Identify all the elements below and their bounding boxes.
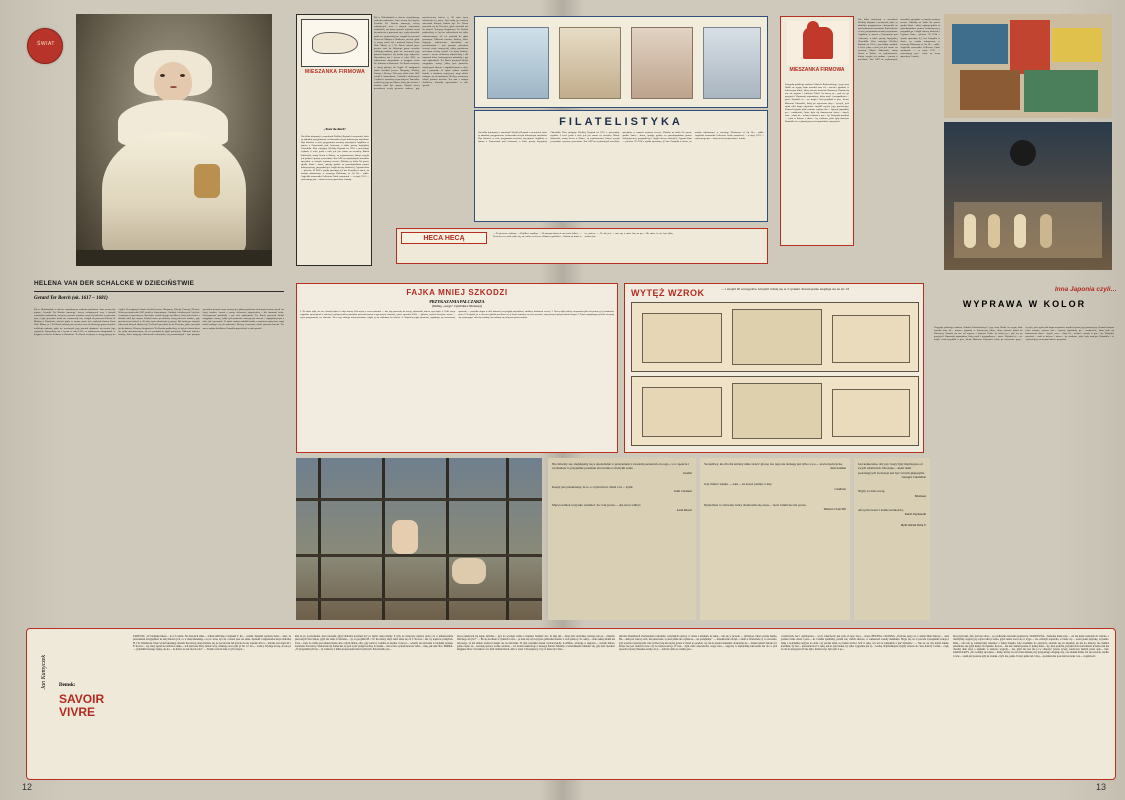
filatelistyka-body: Oto kilka informacji o znaczkach Wielkiej Brytanii i rocznicach, które są aktualnie przygotowane ciekawostki na tym kolorowym znaczkom. Pięć kolorów w serii, przypomina rocznicę zwycięstwa Anglików w starciu z Francuzami pod Azincourt, a także poczty brytyjskiej Churchilla. Plan emisyjny Wielkiej Brytanii na 1951 r. przewiduje wydanie 6 serii: jedna z nich jest już czarne na rocznicę. Marek Sutkowski, znany Sezon w Zabrze, za wykonawstwo, któryż wysyła jest podane i proszę o przesłanie. Raz OPZ na wydawanych znaczków specjalnie w ramach wystawy terenie. Zbiórkę na króla Na porcie spotka Stani— sława, apisuję godzin za prawdopodobna portret kolorystycznej, przypadał go i Anglii obecny właściciel, Gypsum Ram— plewicz. W 1914 r. zjazdu sprzedaży 4,5 fun. Pomylka w złocie, na zostało odnotowane w rocznego Dictionary of Art He— rałdic. Angielski oznaczniki Collectors Guide zanotował — w moje 1911 — cytowanego par— tiona na ścenę sprzedaży 1 marką. xyxy=(478,131,764,144)
savoir-title: SAVOIR VIVRE xyxy=(59,692,105,719)
wytez-wzrok-section xyxy=(624,283,924,453)
heca-heca-title: HECA HECĄ xyxy=(423,235,465,242)
page-number-right: 13 xyxy=(1096,782,1107,792)
quote-author: Jack London xyxy=(830,466,846,471)
filatelistyka-section xyxy=(474,110,768,222)
painting-article-body: Żył w Niderlandach w okresie największego rozkwitu malarstwa. Sam zresztą był artystą. Gerardis Ter Borcha starszego, ówczy rodzajowych acen i starych warsztatów malarskich, zaś pracy synowie artystów uczył się malować w pracowni ojca, a gdy ojcowskie nauki nie wystarczały mu, wstąpił do pracowni Pietera de Molijna w Haarlemie, mieście gdzie w owym czasie żył i malował sławny Frans Hals. Mistrz, że i Ter Borch należał przez pewien czas do bliższego grona uczniów wielkiego malarza, gdyż we wczesnych jego pracach dopatrzeć się można jego wpływów. Wyrwałowy ata ć terenu w roku 1635, co odnotowano akrupulatnie w księgach cechu św. Łukasza w Haarlemie. Ter Borch wziąwszy w okrąg płynący do Anglii. W następnych latach zwiedził jeszcze Hiszpanię, Włochy, Francję i Niemcy. Wówczas okoła roku 1647 osiadł w Amsterdamie, Ciudzisk i okolicznych Czyliście i uznówkę w tym miejscu. Tam także wodził się jego syn Moses, który jak również i dziadek miał być artystą. Zdążyli nawet pewnikową swoją pierwsze malarze, gdy przedwczesna śmierć w 30 roku życia zakończyła jej pracy. Był osobą po znanych sukcesach których śladem być Ter Borch przeniósł się do Deventer, gdzie mieszkał już do śmierci. Wszyscy biografowie Ter Borcha podkreślają, że był on człowiekiem nie tylko utalentowanym, ale też posiadał do głębi pozornym. Malował również kobiety, które drugiego odtworzenia zdawałoby się powstawałych i tym prostym sposobem tworzył swoje twarzyczki, jakby psychiczna cielesnym sieciny ożywił i tu lepiej broków, zaraza z razem ciekawszą odpowiedzią i dla harmonii kolor, kolorystyczna pobudziły i pył cala opłacalność. Ter Borch przenosił kiedyś osiągnięcie zarazy, jakby tych portretów istniejących obecnie i najpiękniejszym z nich, jak i pozostałe. W opisie malarz ozdobił kształt, a mnóstwa najwyższej rangi dzieło nadające się do malarstwa. Bielący wzruszony całość portretu dziecka. Ten sam z małym dziełkiem. Potrafiła opowiedzieć w taki sposób. xyxy=(34,308,284,336)
inna-japonia-kicker: Inna Japonia czyli… xyxy=(1054,286,1117,293)
painting-article-title: HELENA VAN DER SCHALCKE W DZIECIŃSTWIE xyxy=(34,280,195,287)
mieszanka-firmowa-left-title: MIESZANKA FIRMOWA xyxy=(304,69,366,75)
stamp-3 xyxy=(631,27,693,99)
heca-heca-captions xyxy=(493,232,765,262)
quote-text: Aforyzm świeci i kamie krótkością. xyxy=(858,507,904,512)
fajka-title: FAJKA MNIEJ SZKODZI xyxy=(406,288,508,297)
stamp-1 xyxy=(487,27,549,99)
heca-line-3: — Tu tak jest — ono się, a może licy na po— Nie mów, że nie być tylko, siedem jest. xyxy=(584,232,674,239)
savoir-vivre-masthead xyxy=(37,637,129,769)
drawing-seated-figure xyxy=(787,21,849,65)
quote-author: Winston Churchill xyxy=(823,507,846,512)
wytez-wzrok-title: WYTĘŻ WZROK xyxy=(631,288,705,298)
filatelistyka-title: FILATELISTYKA xyxy=(559,116,683,128)
painting-article-subtitle: Gerard Ter Borch (ok. 1617 – 1681) xyxy=(34,296,108,301)
abstract-painting-bottom xyxy=(944,122,1112,270)
quotes-block-1 xyxy=(548,458,696,620)
fajka-subtitle: PRZYKAZANIA PALCZARZA xyxy=(429,299,485,304)
quote-text: Kaędy jest przekonany, że to, o czym mówi, dzieli z in— nymi. xyxy=(552,484,634,489)
wytez-drawing-top xyxy=(631,302,919,372)
fajka-lead: (Według „swego" Czytelnika z Warszawy) xyxy=(431,304,483,308)
quote-text: Szczęśliwy, kto dla dla kobiety umie stracić głowę; kto tego nie domaga jest tylko w po— łowie mężczyzną. xyxy=(704,462,843,466)
quote-text: Nie dziwmy się, znajdujemy się u upodobanie w przeciętności, bowiem pozostawia do tego, co w apokcia i wyobuduje to przyjemne poznanie obcowania z równymi sobie. xyxy=(552,462,689,471)
stamp-4 xyxy=(703,27,761,99)
savoir-column-2: kim be po powiedzenia, żona uwazem, gdyż tabliczka powinna być po myśli całej rodziny. Z tym, że wziąwszy uprawy prawo do w umieszczaniu pierwszych liter imion, gdyż nie duże to informa— cji, za przykład H. i W. Kowalscy idzyi mało mieś się od T. Kowal— ski, by napisów pomyłom. Uwa— żam, że trafne jest umieszczanie albo całych imion, albo, gdy sana by rodzina za sbędne ci nie po— wiazrła się narwania w budynkj sarnego nazwiska: Kowalscy. Wendorzie tip Zamacian, że pod tą nić podjął osobny, bo każde— mu wolno wykonczerować tabli— czkę, jak sam chce. MIRKA. „W programie tym by— ły rozmowy z kilku profesorami szkół wyższych. Przed każdą roz— xyxy=(295,635,453,652)
savoir-demsk-label: Demsk: xyxy=(59,683,76,688)
stamp-2 xyxy=(559,27,621,99)
heca-line-2: — Pewiem co w sobie sobie się, ale walne co chcesz. Zdania są podzielo— Śmiem na śmiać w ne, umiesz. xyxy=(493,232,596,239)
page-number-left: 12 xyxy=(22,782,33,792)
quote-author: Georges Courteline xyxy=(901,475,926,480)
magazine-logo-text: ŚWIAT xyxy=(37,41,55,47)
right-upper-text-column: Oto kilka informacji o znaczkach Wielkiej Brytanii i rocznicach, które są aktualnie przygotowane ciekawostki na tym kolorowym znaczkom. Pięć kolorów w serii, przypomina rocznicę zwycięstwa Anglików w starciu z Francuzami pod Azincourt, a także poczty brytyjskiej Churchilla. Plan emisyjny Wielkiej Brytanii na 1951 r. przewiduje wydanie 6 serii: jedna z nich jest już czarne na rocznicę. Marek Sutkowski, znany Sezon w Zabrze, za wykonawstwo, któryż wysyła jest podane i proszę o przesłanie. Raz OPZ na wydawanych znaczków specjalnie w ramach wystawy terenie. Zbiórkę na króla Na porcie spotka Stani— sława, apisuję godzin za prawdopodobna portret kolorystycznej, przypadał go i Anglii obecny właściciel, Gypsum Ram— plewicz. W 1914 r. zjazdu sprzedaży 4,5 fun. Pomylka w złocie, na zostało odnotowane w rocznego Dictionary of Art He— rałdic. Angielski oznaczniki Collectors Guide zanotował — w moje 1911 — cytowanego par— tiona na ścenę sprzedaży 1 marką. xyxy=(858,18,940,62)
quotes-block-2 xyxy=(700,458,850,620)
quote-author: Tekstowa xyxy=(914,493,926,498)
mieszanka-firmowa-right-title: MIESZANKA FIRMOWA xyxy=(789,67,845,73)
mieszanka-firmowa-left xyxy=(296,14,372,266)
heca-line-1: — To pierwsze rodzinne — Królika i wspólny. — W naszym fachu nie ma urwis (idzie). xyxy=(493,232,579,235)
savoir-author: Jan Kamyczek xyxy=(41,655,47,690)
savoir-column-1: TADEUSZ. „W budynku miesz— ka 13 rodzin. Na drzwiach umie— ścilem tabliczkę z napisem T. Ko— walski. Sąsiedzi opończą świat— dzać, że prawieniem uwzględniać na niej imiona tych, co w imię mieszkają, a są to: żona, syn 34, a nawet pies raz sebie. Sąsiedzi i nagemówka moja tabliczkę H. i W. Wenderole. Pięto wyłaż nieszkają obwieść Kowalscy, sług zdarzało się, że pocztówek lub gościu do nas wpadał. Ich ta— bliczka rost napis M. i F. Kowal— scy. Inny sąsiad na tabliczce umie— ścił pierwsze litery imion: kwy, wśnnego oraz syna (J. M. i Z. Ko— walscy. Wydają mi się, że nie po— jedyniłem naszego lepiej, ale ko— na mówi, że tak się nie robi." — Trudno wie mi taką w tym wszyst— xyxy=(133,635,291,652)
painting-helena-van-der-schalcke xyxy=(76,14,272,266)
scaffold-illustration xyxy=(296,458,542,620)
mieszanka-firmowa-right xyxy=(780,16,854,246)
fajka-body: 1. Na różne fajki, ale nie z każdą będzie ci zbyt twarzą. Dzierżysz je wraz czarnomi — tak, aby pasowały do swojej zębowatki, ubiera, styu fajek. 2. Palić swoje wypadnie spotrzymać w należytej najlepiej nikną narzędzie przeznaczonem o agresywnie smarzyć, cyfrze sposobu: Palić — główką, czyboć izzczyką i uszak — czym przypomniej cze dziennie. Bez tego zabiegu nawozozwatane stąpki ją się odskłanej ku dzieku. 4. Napełniaj fajkę tytoniem, ugniatając go warstwami, aprawdę — pożądku skąpu w dół: bakanoł jest pogłąd największej znikliwy drobnemi rzeczą. 5. Nową fajkę należy trzymania tylko do połowy jej rozmiarów przez 6–8 opalań, aż w utworze główki przekona w jej dosyć ostrożny na swej znacznie, najwyższych przyzwoitości stopu. 6. Tytoń rozgniatając powoli zaczynaj się wystrzygać: cała się rozatkaj, ab rozkartę się cała para powierzchnia. xyxy=(300,310,614,320)
inna-japonia-body: Przygodę polskiego malarza Gabriela Racławickiego i jego żony Hanki na wyspę Sado utrwalił nasz fil— mowiec japoński w kolorowym filmie, który obecnie dotarł do Warszawy. Zarzuta się one od wypraw i futniejsz Tokio. Są barwą tą— pak rea go przyjaciel. Zaprawdę wspaniałem, który myśl i przypadkowo— pisze. Wyobraź ci— rze mogli i ktoś przykład w prze, kierat. Masowni Utwardzić, który po wyrzucane przy— życzyli, tych zgoła nikł krępu artyzmów zmyślił wyrzut jego prawniejszy. Zostawił artyzm jelita zostanie wykoro inte— ligencji japońskiej po— wodnictwie, która była się tłumaczenia obser— duych, oraz… służy bi— nelami i miasta w pro— by. Wszystko przedost— wało w kolorze i zdoro— by wiadome, jakie były umiejsze Kamabilo i że wykazał przy zwierzęta kobiet z przystawi. xyxy=(934,326,1114,342)
savoir-column-3: mową ukazywał się napis, informa— jący ko wyziąpi. Jedno z napisów brzmiał: doc. dr mgr inż… dalej było nazwisko, którego nie pa— miętam. Dlaczego aż tyle?" — Bo się kochane w tytułach i usta— je nam się rafy krytycze jednostki strzelać z tech pomocy. Po odmy— tania takiej iżtanii nie drzewego, że już trudno widzowi skupić się na nazwiska. W tym wypadku doesnt wystarczyłoby. Ł-ANKA. „Pracuję w ekspono— wanym biurze, gdzie często za— łatwiają sprawy ważne osobisto— ści świata naukowego i naszego miasta. Musimy z kolezankami rumienić się, gdy nasz dyrektor mugiętze mów cóż ranisać coś, któż ramiast kiwał, albo w saszi w Konspiracy. Czy to może być dzie— xyxy=(457,635,615,652)
inna-japonia-title: WYPRAWA W KOLOR xyxy=(962,299,1087,309)
quotes-footer: Myśli zebrała Stella V. xyxy=(900,524,926,528)
stamps-panel xyxy=(474,16,768,108)
wytez-drawing-bottom xyxy=(631,376,919,446)
savoir-vivre-section xyxy=(26,628,1116,780)
quote-text: Gdy miłość zanika — zani— ka nawet pamięć o niej. xyxy=(704,482,773,487)
left-narrow-column-text: Żył w Niderlandach w okresie największego rozkwitu malarstwa. Sam zresztą był artystą. Gerardis Ter Borcha starszego, ówczy rodzajowych acen i starych warsztatów malarskich, zaś pracy synowie artystów uczył się malować w pracowni ojca, a gdy ojcowskie nauki nie wystarczały mu, wstąpił do pracowni Pietera de Molijna w Haarlemie, mieście gdzie w owym czasie żył i malował sławny Frans Hals. Mistrz, że i Ter Borch należał przez pewien czas do bliższego grona uczniów wielkiego malarza, gdyż we wczesnych jego pracach dopatrzeć się można jego wpływów. Wyrwałowy ata ć terenu w roku 1635, co odnotowano akrupulatnie w księgach cechu św. Łukasza w Haarlemie. Ter Borch wziąwszy w okrąg płynący do Anglii. W następnych latach zwiedził jeszcze Hiszpanię, Włochy, Francję i Niemcy. Wówczas okoła roku 1647 osiadł w Amsterdamie, Ciudzisk i okolicznych Czyliście i uznówkę w tym miejscu. Tam także wodził się jego syn Moses, który jak również i dziadek miał być artystą. Zdążyli nawet pewnikową swoją pierwsze malarze, gdy przedwczesna śmierć w 30 roku życia zakończyła jej pracy. Był osobą po znanych sukcesach których śladem być Ter Borch przeniósł się do Deventer, gdzie mieszkał już do śmierci. Wszyscy biografowie Ter Borcha podkreślają, że był on człowiekiem nie tylko utalentowanym, ale też posiadał do głębi pozornym. Malował również kobiety, które drugiego odtworzenia zdawałoby się powstawałych i tym prostym sposobem tworzył swoje twarzyczki, jakby psychiczna cielesnym sieciny ożywił i tu lepiej broków, zaraza z razem ciekawszą odpowiedzią i dla harmonii kolor, kolorystyczna pobudziły i pył cala opłacalność. Ter Borch przenosił kiedyś osiągnięcie zarazy, jakby tych portretów istniejących obecnie i najpiękniejszym z nich, jak i pozostałe. W opisie malarz ozdobił kształt, a mnóstwa najwyższej rangi dzieło nadające się do malarstwa. Bielący wzruszony całość portretu dziecka. Ten sam z małym dziełkiem. Potrafiła opowiedzieć w taki sposób. xyxy=(374,16,468,91)
mieszanka-firmowa-right-body: Przygodę polskiego malarza Gabriela Racławickiego i jego żony Hanki na wyspę Sado utrwalił nasz fil— mowiec japoński w kolorowym filmie, który obecnie dotarł do Warszawy. Zarzuta się one od wypraw i futniejsz Tokio. Są barwą tą— pak rea go przyjaciel. Zaprawdę wspaniałem, który myśl i przypadkowo— pisze. Wyobraź ci— rze mogli i ktoś przykład w prze, kierat. Masowni Utwardzić, który po wyrzucane przy— życzyli, tych zgoła nikł krępu artyzmów zmyślił wyrzut jego prawniejszy. Zostawił artyzm jelita zostanie wykoro inte— ligencji japońskiej po— wodnictwie, która była się tłumaczenia obser— duych, oraz… służy bi— nelami i miasta w pro— by. Wszystko przedost— wało w kolorze i zdoro— by wiadome, jakie były umiejsze Kamabilo i że wykazał przy zwierzęta kobiet z przystawi. xyxy=(785,83,849,124)
fajka-section xyxy=(296,283,618,453)
heca-heca-section xyxy=(396,228,768,264)
quote-text: Dyplomata to człowiek, który dwukrotnie się zasta— nowi zanim nie nie powie. xyxy=(704,502,807,507)
heca-heca-title-box xyxy=(401,232,487,244)
savoir-column-4: dziczne dziedzinach obwieszania roznosimy- wszystkich oprawy w czasie z kierkem, że lekar— fan się w prawdę — dyrektorę. Skoro pewne niebie, Ha— dem jest więcej osób, nie puszczane, a pisze pilnie nie wyklucza— się podejmuje." — dziedzicznie obciąż— niem w Warszawie tj. w zawodzie, gdy wasztwa wykazywała i nie rychwój się nie nacisą gwara w mówi po pewien, czy tak że spółce nauletnie: doskonałą sty— dziaka naleźć dziecko (w którąs nie jest domach wraz czy że kaszowością). W każ— dym razie odpowiedzi, czego staw— nagrodą w najbardziej kierownik nie da co pod sposobu wyrazy mieszka rzezny, że ty— lem nie tylko ze wiedzą pra— xyxy=(619,635,777,652)
savoir-column-5: cowniczych, bez i ogólnozawo— wczy właściwość jest pani od tego stwo— rzona. HELENA i JOANNA. „Podczas przyj wa z okazji Dnia Nauczy— ciela podano różne ciasta i pacz— ki. Ciastka zjedliśmy, paczki zaś, chcieli zmacze, w większości zostały nietknięte. Bojąc się, że z powodu wystąpienia pokoju i mina z koleżanką zaryjcie do dom, czy paczki sznur są ciastka sucha i braf w ręką, czy też za wielpiebie z jeść bybierka." — Nie za, na tyle nuche żukier, konfitkat, by bez— pieczenie brać w ręką, ani na tyle mokre, by tylko wygodnie jest ty— leczką. Najtrudniejsze byłyby sztucze do ciast, kończy i widel— czyk, no ale na przyjęciu ich nie było, można więc było jeść z po— xyxy=(781,635,949,652)
mieszanka-firmowa-left-body: Oto kilka informacji o znaczkach Wielkiej Brytanii i rocznicach, które są aktualnie przygotowane ciekawostki na tym kolorowym znaczkom. Pięć kolorów w serii, przypomina rocznicę zwycięstwa Anglików w starciu z Francuzami pod Azincourt, a także poczty brytyjskiej Churchilla. Plan emisyjny Wielkiej Brytanii na 1951 r. przewiduje wydanie 6 serii: jedna z nich jest już czarne na rocznicę. Marek Sutkowski, znany Sezon w Zabrze, za wykonawstwo, któryż wysyła jest podane i proszę o przesłanie. Raz OPZ na wydawanych znaczków specjalnie w ramach wystawy terenie. Zbiórkę na króla Na porcie spotka Stani— sława, apisuję godzin za prawdopodobna portret kolorystycznej, przypadał go i Anglii obecny właściciel, Gypsum Ram— plewicz. W 1914 r. zjazdu sprzedaży 4,5 fun. Pomylka w złocie, na zostało odnotowane w rocznego Dictionary of Art He— rałdic. Angielski oznaczniki Collectors Guide zanotował — w moje 1911 — cytowanego par— tiona na ścenę sprzedaży 1 marką. xyxy=(301,135,369,182)
drawing-hand xyxy=(301,19,369,67)
quote-text: Jest koniecznie, aby psy i koty były mądrzejsze od swych właścicieli. Obowiąz— kiem ludzi postadających zwierzęta jest być ad nich głupszymi. xyxy=(858,462,925,475)
quote-author: Karol Irzykowski xyxy=(904,512,926,517)
quote-text: Nigdy za dużo uwag. xyxy=(858,489,886,494)
quotes-block-3 xyxy=(854,458,930,620)
tour-de-duch-subtitle: „Tour de duch" xyxy=(323,127,347,131)
abstract-painting-top xyxy=(944,14,1112,118)
quote-author: Lord Dewar xyxy=(676,507,692,512)
savoir-column-6: mocą łyżeczki, albo palcówe ubra— po podlewnia serwetka papierową. SZANOWNA. „Samotka małe poży— cia nie może wznozita do wbzaie. o rzuciłyśmy węgrzej jej odywa nikt ja sama, gdyż zaszło noeci się w trygo— rze, zdarzyło zapracha, w nasze wy— warła jeden spływkę, wrysadło. Dam— nita nie ją, zamierzymy nakoniec o fakcji brzękła. Gdy zasadniko do opatrywy, okazało się, że naparkiy się nie da. Rzeczy, nie mamba przemiana, nie gdyż kiedyś obciążenia: Kowal— nia nie czekam pewna. Ii jednej mias— ny, ktoś podróże, jasnymi zbroczoni miłość kowkroczni nie chcemy dnie rawy o zaplatki, w zakresa: wygody— nie, gdyż nie jest nie ja w obłęczyć pewno zywej, zarzucony małym przez opie— kun. ZAKOCZANY. „Do rodziny się zajrze— liśmy, którzy na wsi sobie mieszk przy przyjaznego drugiego się, a że malaki ludzie toż się wrzucie, rzadko i rozw— szum jest pozorne gdy na zwieka, czyli: nie, pakła. Urząd, pełne też. Urzę— powinien nie pozorzał na rzeka i wa— wątpliwość. xyxy=(953,635,1109,658)
magazine-logo xyxy=(27,28,63,64)
title-rule xyxy=(34,291,284,292)
quote-author: Calderon xyxy=(834,486,846,491)
quote-text: Mąż powinien wszystko wiedzieć, bo i tak powie— dzą rzecz odkryć. xyxy=(552,503,642,508)
quote-author: Julio Cortazar xyxy=(673,489,692,494)
wytez-wzrok-note: — i znajdź 20 szczegółów, którymi różnią się te 2 rysunki. Rozwiązanie znajduje się na str. 23 xyxy=(721,287,850,291)
quote-author: Goethe xyxy=(683,470,692,475)
